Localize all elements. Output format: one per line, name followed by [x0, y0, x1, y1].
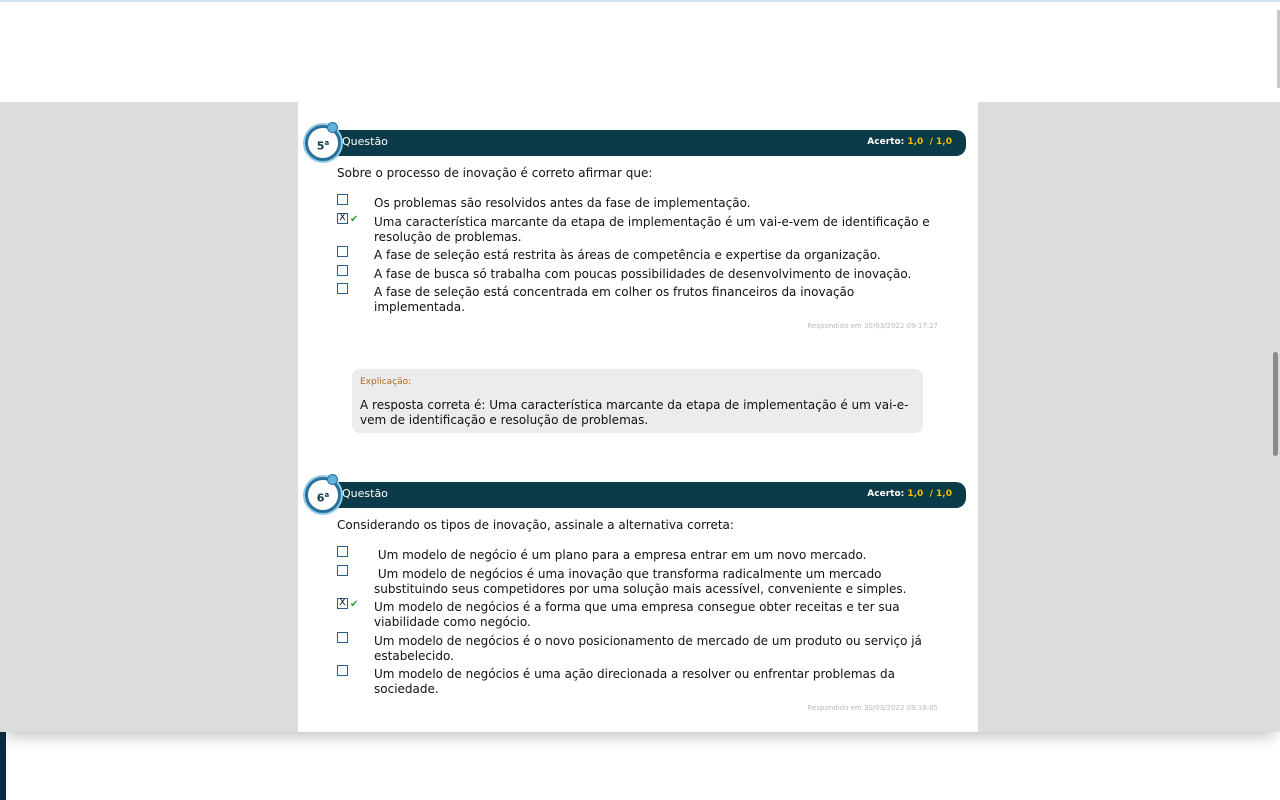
option-5[interactable] — [337, 285, 937, 315]
score-separator: / — [929, 137, 933, 147]
checkbox[interactable] — [337, 546, 348, 557]
x-box-icon[interactable]: X — [337, 213, 348, 224]
checkbox[interactable] — [337, 565, 348, 576]
option-text: A fase de seleção está concentrada em colher os frutos financeiros da inovação implementada. — [374, 285, 855, 314]
page-top-area — [0, 2, 1280, 102]
score-separator: / — [929, 489, 933, 499]
checkbox[interactable] — [337, 665, 348, 676]
score — [867, 137, 952, 147]
answered-timestamp: Respondido em 30/03/2022 09:17:27 — [807, 322, 938, 330]
option-text: Um modelo de negócio é um plano para a empresa entrar em um novo mercado. — [374, 548, 867, 562]
score-label: Acerto: — [867, 137, 905, 147]
score-max: 1,0 — [936, 489, 952, 499]
option-text: Os problemas são resolvidos antes da fase de implementação. — [374, 196, 751, 210]
checkbox[interactable] — [337, 246, 348, 257]
score — [867, 489, 952, 499]
option-text: Uma característica marcante da etapa de implementação é um vai-e-vem de identificação e resolução de problemas. — [374, 215, 930, 244]
exam-viewport — [0, 102, 1280, 732]
checkbox[interactable] — [337, 632, 348, 643]
option-text: A fase de busca só trabalha com poucas possibilidades de desenvolvimento de inovação. — [374, 267, 912, 281]
x-box-icon[interactable]: X — [337, 598, 348, 609]
option-text: Um modelo de negócios é uma inovação que transforma radicalmente um mercado substituindo seus competidores por uma solução mais acessível, conveniente e simples. — [374, 567, 907, 596]
question-header — [310, 482, 966, 508]
question-number: 5 — [316, 139, 325, 153]
badge-bubble-icon — [327, 122, 338, 133]
option-text: Um modelo de negócios é o novo posicionamento de mercado de um produto ou serviço já estabelecido. — [374, 634, 922, 663]
option-5[interactable] — [337, 667, 937, 697]
explanation-text: A resposta correta é: Uma característica marcante da etapa de implementação é um vai-e-vem de identificação e resolução de problemas. — [360, 398, 909, 427]
explanation-box — [352, 369, 923, 433]
green-checkmark-icon: ✔ — [350, 599, 359, 610]
question-stem: Sobre o processo de inovação é correto afirmar que: — [337, 166, 653, 180]
checkbox[interactable] — [337, 265, 348, 276]
option-2[interactable] — [337, 215, 937, 245]
vertical-scrollbar-thumb[interactable] — [1273, 352, 1278, 456]
green-checkmark-icon: ✔ — [350, 214, 359, 225]
score-max: 1,0 — [936, 137, 952, 147]
question-number: 6 — [316, 491, 325, 505]
option-1[interactable] — [337, 196, 937, 211]
explanation-label: Explicação: — [360, 377, 412, 387]
question-stem: Considerando os tipos de inovação, assinale a alternativa correta: — [337, 518, 734, 532]
option-3[interactable] — [337, 248, 937, 263]
background-strip — [0, 732, 6, 800]
option-2[interactable] — [337, 567, 937, 597]
question-ordinal: a — [324, 491, 330, 499]
checkbox[interactable] — [337, 283, 348, 294]
option-3[interactable] — [337, 600, 937, 630]
option-text: Um modelo de negócios é uma ação direcionada a resolver ou enfrentar problemas da sociedade. — [374, 667, 895, 696]
score-label: Acerto: — [867, 489, 905, 499]
score-value: 1,0 — [907, 137, 924, 147]
badge-bubble-icon — [327, 474, 338, 485]
question-label: Questão — [342, 487, 388, 500]
checkbox[interactable] — [337, 194, 348, 205]
option-4[interactable] — [337, 634, 937, 664]
question-header — [310, 130, 966, 156]
answered-timestamp: Respondido em 30/03/2022 09:18:05 — [807, 704, 938, 712]
option-1[interactable] — [337, 548, 937, 563]
question-label: Questão — [342, 135, 388, 148]
option-text: Um modelo de negócios é a forma que uma empresa consegue obter receitas e ter sua viabilidade como negócio. — [374, 600, 900, 629]
question-ordinal: a — [324, 139, 330, 147]
option-text: A fase de seleção está restrita às áreas de competência e expertise da organização. — [374, 248, 881, 262]
option-4[interactable] — [337, 267, 937, 282]
score-value: 1,0 — [907, 489, 924, 499]
